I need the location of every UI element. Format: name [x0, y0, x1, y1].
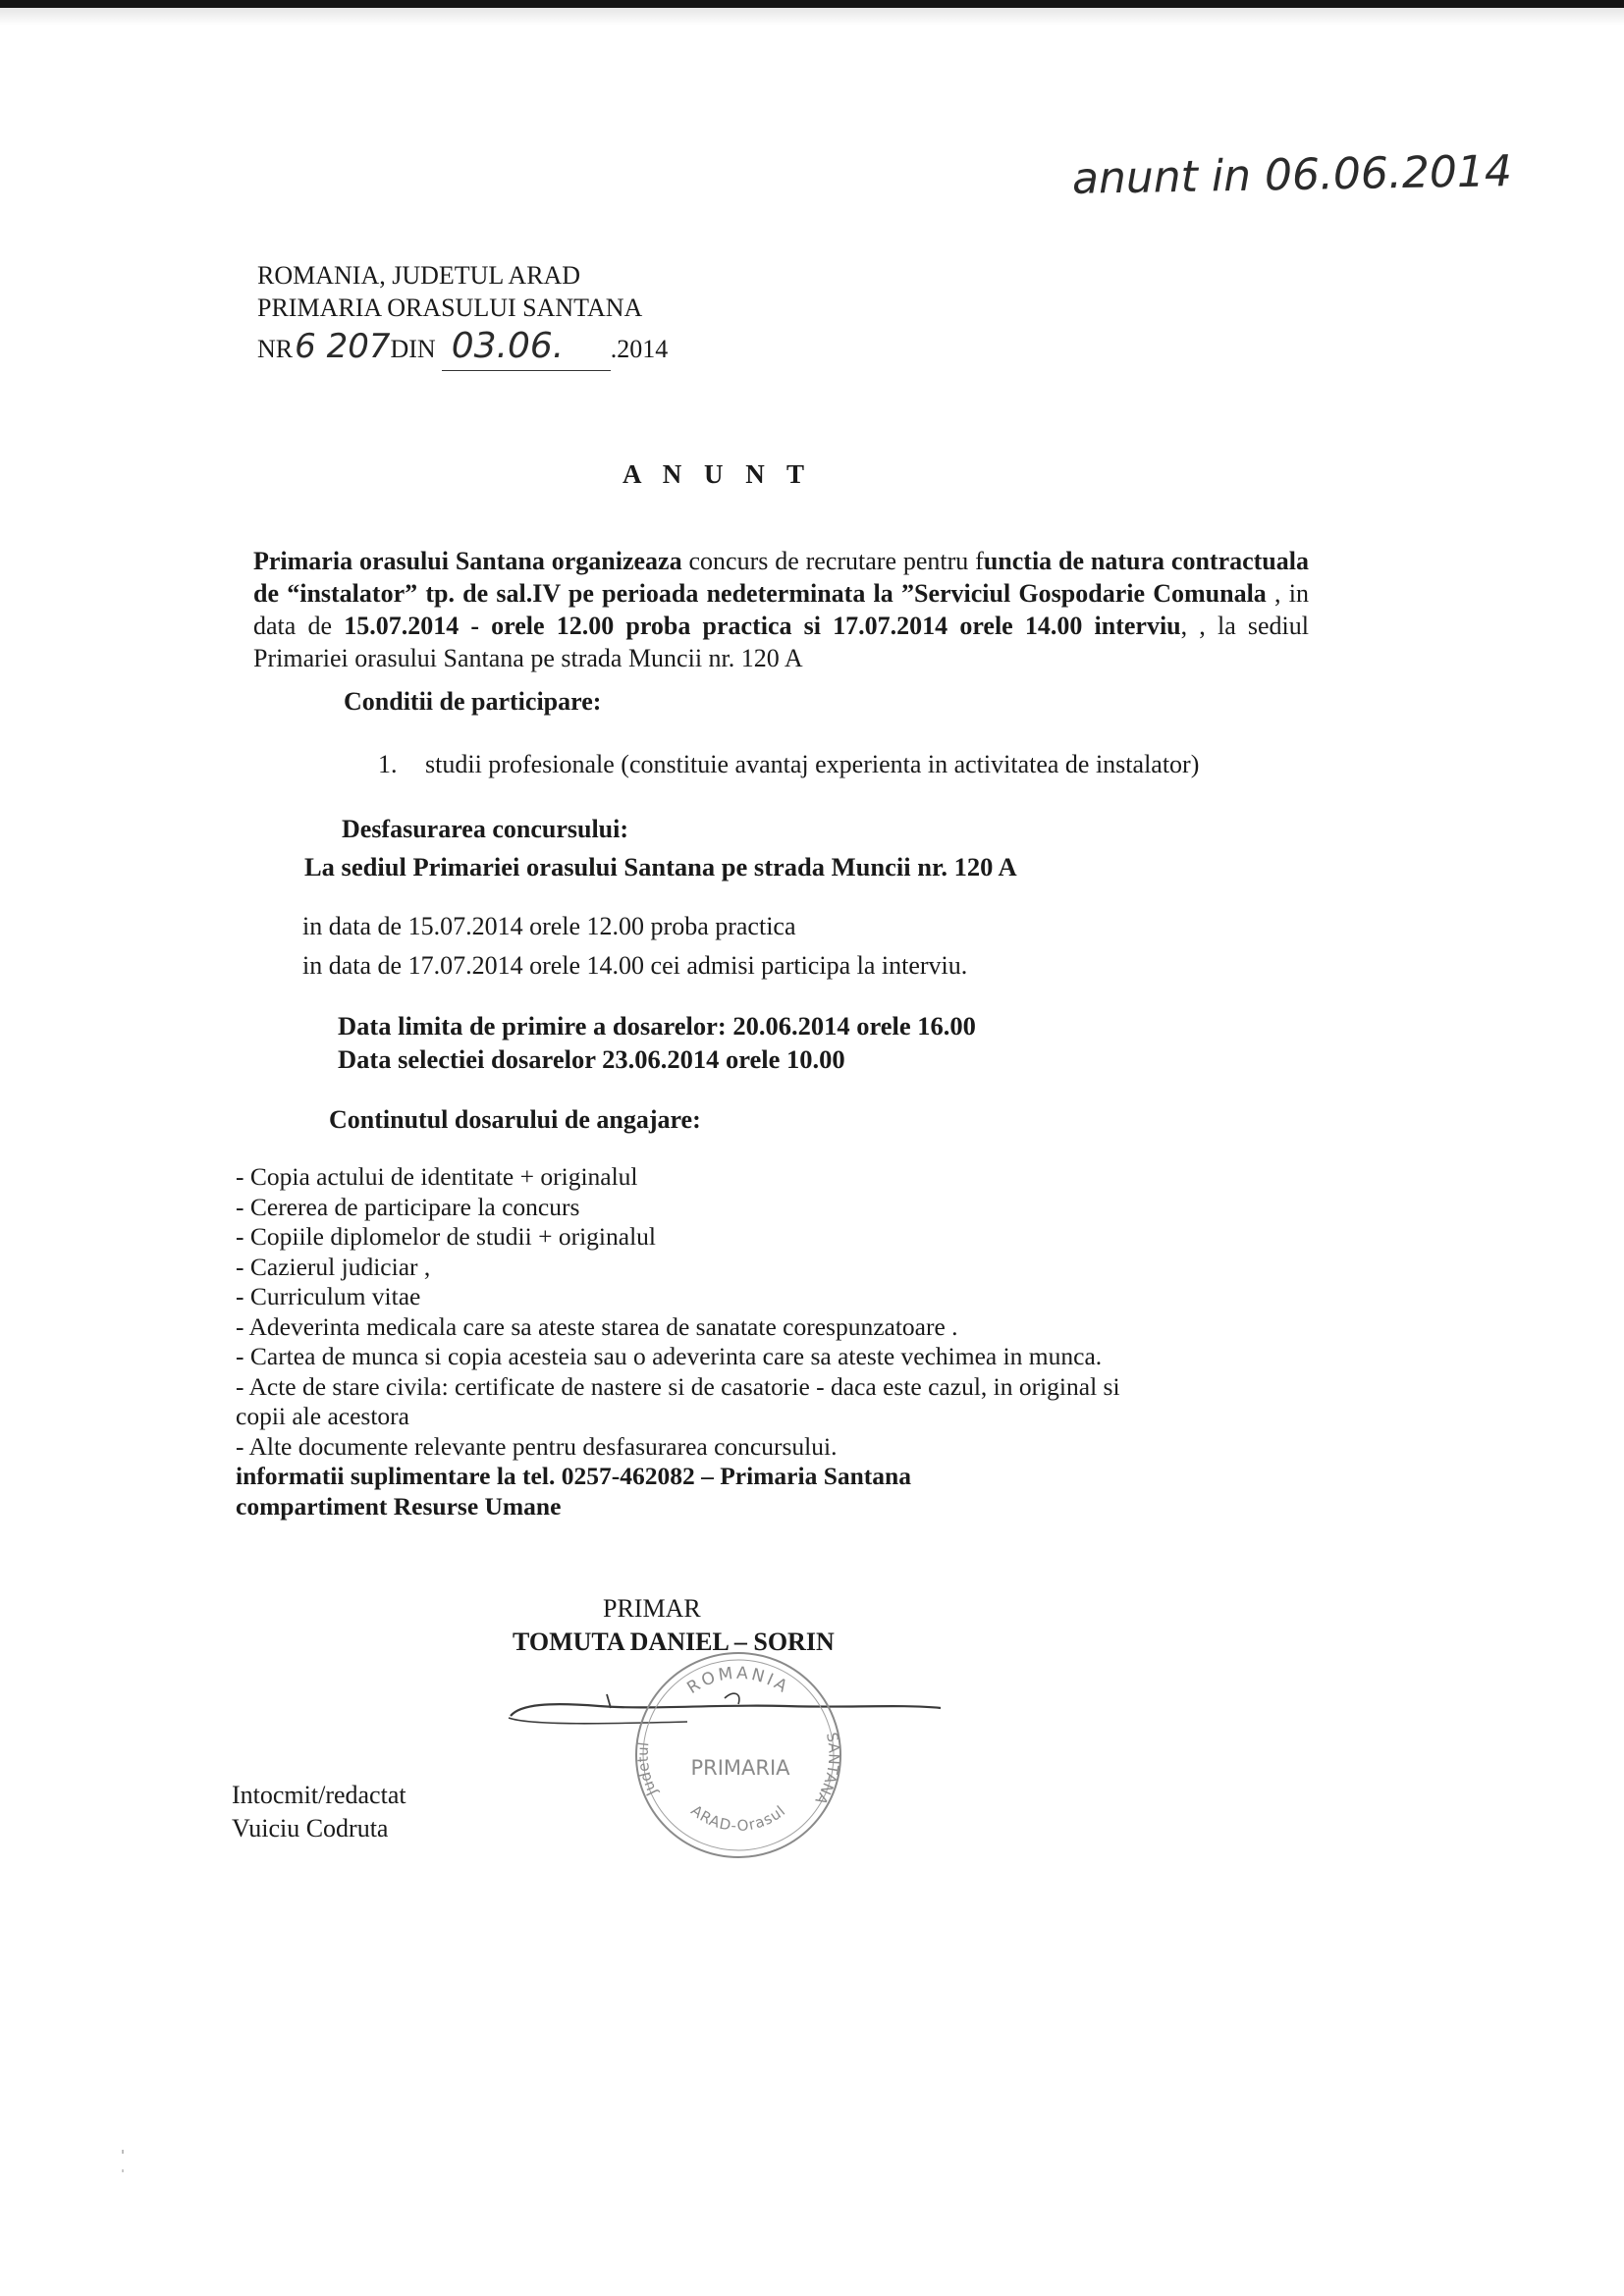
stamp-right-text: SANTANA [811, 1731, 843, 1808]
signature-name: TOMUTA DANIEL – SORIN [513, 1628, 835, 1656]
stamp-left-text: Judetul [633, 1740, 661, 1799]
header-line-3 [257, 324, 668, 371]
intro-position: unctia de natura contractuala de “instalator” tp. de sal.IV pe perioada nedeterminata la ”Serviciul Gospodarie Comunala [253, 547, 1309, 608]
list-item: - Cererea de participare la concurs [236, 1192, 580, 1221]
intro-paragraph [253, 545, 1309, 674]
condition-text: studii profesionale (constituie avantaj experienta in activitatea de instalator) [425, 750, 1200, 778]
dosar-list [236, 1162, 1276, 1522]
list-item: - Curriculum vitae [236, 1282, 421, 1310]
list-item: - Copiile diplomelor de studii + originalul [236, 1222, 656, 1251]
official-stamp [621, 1637, 856, 1873]
intro-dates: 15.07.2014 - orele 12.00 proba practica si 17.07.2014 orele 14.00 interviu [344, 612, 1181, 640]
scan-edge [0, 0, 1624, 8]
stamp-top-text: ROMANIA [683, 1663, 793, 1699]
din-date: 03.06. [442, 324, 611, 371]
svg-text:SANTANA [811, 1731, 842, 1808]
year: .2014 [610, 335, 669, 363]
din-label: DIN [390, 335, 436, 363]
stamp-bottom-text: ARAD-Orasul [687, 1801, 789, 1836]
stamp-center-text: PRIMARIA [690, 1756, 790, 1780]
svg-text:Judetul [634, 1741, 662, 1799]
contact-line-1: informatii suplimentare la tel. 0257-462082 – Primaria Santana [236, 1462, 911, 1490]
scan-speck [122, 2150, 124, 2154]
signature-role: PRIMAR [603, 1594, 701, 1623]
handwritten-note: anunt in 06.06.2014 [1071, 146, 1513, 204]
list-item: copii ale acestora [236, 1402, 409, 1430]
list-item: - Alte documente relevante pentru desfasurarea concursului. [236, 1431, 838, 1461]
selection-line: Data selectiei dosarelor 23.06.2014 orele 10.00 [338, 1044, 845, 1074]
intro-text-1: concurs de recrutare pentru f [681, 547, 984, 575]
nr-label: NR [257, 335, 294, 363]
list-item: - Cazierul judiciar , [236, 1252, 431, 1281]
svg-text:ROMANIA [683, 1664, 792, 1698]
intro-text-2: , in data de [253, 579, 1309, 640]
scan-speck [122, 2169, 124, 2172]
prepared-line-2: Vuiciu Codruta [232, 1814, 389, 1842]
contact-line-2: compartiment Resurse Umane [236, 1491, 562, 1521]
list-item: - Acte de stare civila: certificate de nastere si de casatorie - daca este cazul, in original si [236, 1371, 1120, 1401]
list-item: - Copia actului de identitate + originalul [236, 1162, 638, 1191]
document-title: A N U N T [623, 459, 813, 489]
list-item: - Adeverinta medicala care sa ateste starea de sanatate corespunzatoare . [236, 1311, 958, 1341]
desfasurare-line-2: in data de 17.07.2014 orele 14.00 cei admisi participa la interviu. [302, 951, 968, 980]
list-item: - Cartea de munca si copia acesteia sau o adeverinta care sa ateste vechimea in munca. [236, 1342, 1103, 1370]
header-line-1: ROMANIA, JUDETUL ARAD [257, 261, 581, 290]
deadline-line: Data limita de primire a dosarelor: 20.06.2014 orele 16.00 [338, 1011, 976, 1041]
prepared-line-1: Intocmit/redactat [232, 1781, 406, 1809]
desfasurare-heading: Desfasurarea concursului: [342, 815, 629, 843]
svg-text:ARAD-Orasul [687, 1801, 788, 1835]
desfasurare-location: La sediul Primariei orasului Santana pe strada Muncii nr. 120 A [304, 852, 1017, 881]
intro-org: Primaria orasului Santana organizeaza [253, 547, 682, 575]
conditions-heading: Conditii de participare: [344, 687, 602, 716]
dosar-heading: Continutul dosarului de angajare: [329, 1105, 701, 1134]
condition-item [378, 748, 1199, 781]
condition-number: 1. [378, 750, 398, 778]
scan-shadow [0, 8, 1624, 26]
header-line-2: PRIMARIA ORASULUI SANTANA [257, 294, 643, 322]
intro-text-3: , , la sediul Primariei orasului Santana pe strada Muncii nr. 120 A [253, 612, 1310, 672]
desfasurare-line-1: in data de 15.07.2014 orele 12.00 proba practica [302, 912, 796, 940]
nr-value: 6 207 [295, 327, 391, 366]
